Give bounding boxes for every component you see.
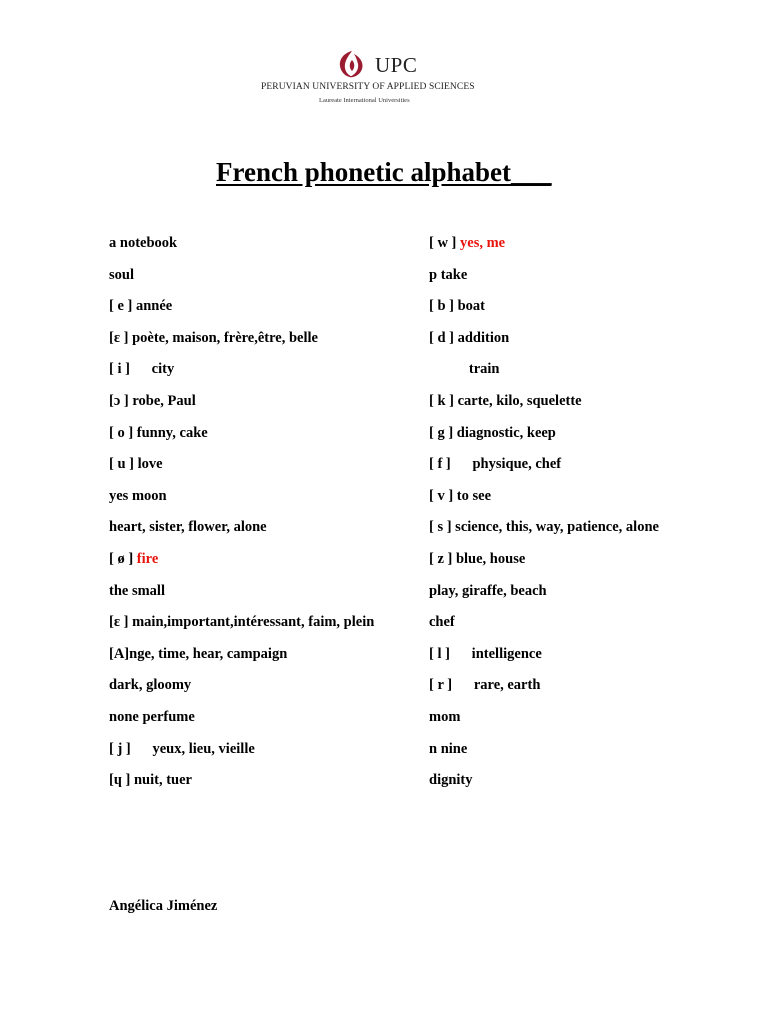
phonetic-text: [ɛ ] main,important,intéressant, faim, plein [109, 614, 375, 631]
phonetic-text: soul [109, 266, 134, 283]
phonetic-row [429, 393, 659, 425]
phonetic-text: n nine [429, 740, 468, 757]
phonetic-text: [ o ] funny, cake [109, 424, 208, 441]
phonetic-row [109, 709, 374, 741]
phonetic-row [109, 235, 374, 267]
phonetic-row [109, 551, 374, 583]
phonetic-row [109, 646, 374, 678]
phonetic-text: [ s ] science, this, way, patience, alone [429, 519, 659, 536]
phonetic-row [109, 456, 374, 488]
phonetic-text: [ g ] diagnostic, keep [429, 424, 556, 441]
phonetic-row [429, 677, 659, 709]
highlighted-example: fire [136, 550, 159, 567]
phonetic-row [429, 235, 659, 267]
phonetic-text: train [429, 361, 500, 378]
phonetic-row [109, 772, 374, 804]
phonetic-row [429, 488, 659, 520]
phonetic-text: [A]nge, time, hear, campaign [109, 645, 288, 662]
phonetic-text: [ f ] physique, chef [429, 456, 562, 473]
phonetic-text: mom [429, 708, 461, 725]
phonetic-row [429, 298, 659, 330]
phonetic-row [109, 488, 374, 520]
phonetic-row [429, 583, 659, 615]
phonetic-row [429, 614, 659, 646]
phonetic-text: [ɔ ] robe, Paul [109, 392, 196, 409]
phonetic-text: p take [429, 266, 468, 283]
phonetic-row [109, 519, 374, 551]
phonetic-text: heart, sister, flower, alone [109, 519, 267, 536]
left-column [109, 235, 374, 804]
phonetic-text: a notebook [109, 235, 178, 251]
phonetic-row [429, 646, 659, 678]
phonetic-row [109, 267, 374, 299]
phonetic-row [109, 614, 374, 646]
phonetic-text: [ɥ ] nuit, tuer [109, 772, 192, 789]
phonetic-text: [ b ] boat [429, 298, 485, 315]
phonetic-text: [ v ] to see [429, 487, 492, 504]
phonetic-row [429, 330, 659, 362]
phonetic-row [109, 425, 374, 457]
phonetic-text: [ k ] carte, kilo, squelette [429, 392, 582, 409]
phonetic-text: [ z ] blue, house [429, 550, 526, 567]
phonetic-text: [ r ] rare, earth [429, 677, 541, 694]
phonetic-text: play, giraffe, beach [429, 582, 547, 599]
phonetic-row [429, 519, 659, 551]
upc-flame-icon [335, 48, 369, 80]
page-title: French phonetic alphabet___ [216, 157, 552, 187]
phonetic-row [109, 677, 374, 709]
phonetic-row [429, 456, 659, 488]
phonetic-row [429, 741, 659, 773]
phonetic-row [429, 709, 659, 741]
phonetic-text: [ i ] city [109, 361, 175, 378]
phonetic-text: [ d ] addition [429, 329, 510, 346]
phonetic-row [429, 361, 659, 393]
phonetic-text: [ w ] [429, 235, 461, 251]
author-name: Angélica Jiménez [109, 898, 218, 914]
phonetic-row [429, 551, 659, 583]
highlighted-example: yes, me [460, 235, 506, 251]
phonetic-row [109, 741, 374, 773]
phonetic-row [429, 267, 659, 299]
phonetic-text: yes moon [109, 487, 167, 504]
university-name: PERUVIAN UNIVERSITY OF APPLIED SCIENCES [261, 82, 475, 92]
phonetic-row [429, 772, 659, 804]
phonetic-text: [ u ] love [109, 456, 163, 473]
phonetic-row [109, 298, 374, 330]
phonetic-row [109, 393, 374, 425]
phonetic-text: [ j ] yeux, lieu, vieille [109, 740, 255, 757]
phonetic-row [109, 361, 374, 393]
upc-logo [255, 44, 517, 110]
phonetic-row [109, 330, 374, 362]
phonetic-row [109, 583, 374, 615]
phonetic-text: dark, gloomy [109, 677, 192, 694]
phonetic-text: [ e ] année [109, 298, 173, 315]
phonetic-text: dignity [429, 772, 473, 789]
phonetic-text: [ l ] intelligence [429, 645, 542, 662]
right-column [429, 235, 659, 804]
phonetic-row [429, 425, 659, 457]
logo-name: UPC [375, 53, 418, 77]
network-name: Laureate International Universities [319, 97, 410, 104]
phonetic-text: chef [429, 614, 455, 631]
phonetic-text: the small [109, 582, 165, 599]
phonetic-text: [ɛ ] poète, maison, frère,être, belle [109, 329, 318, 346]
phonetic-text: none perfume [109, 708, 195, 725]
phonetic-text: [ ø ] [109, 550, 137, 567]
